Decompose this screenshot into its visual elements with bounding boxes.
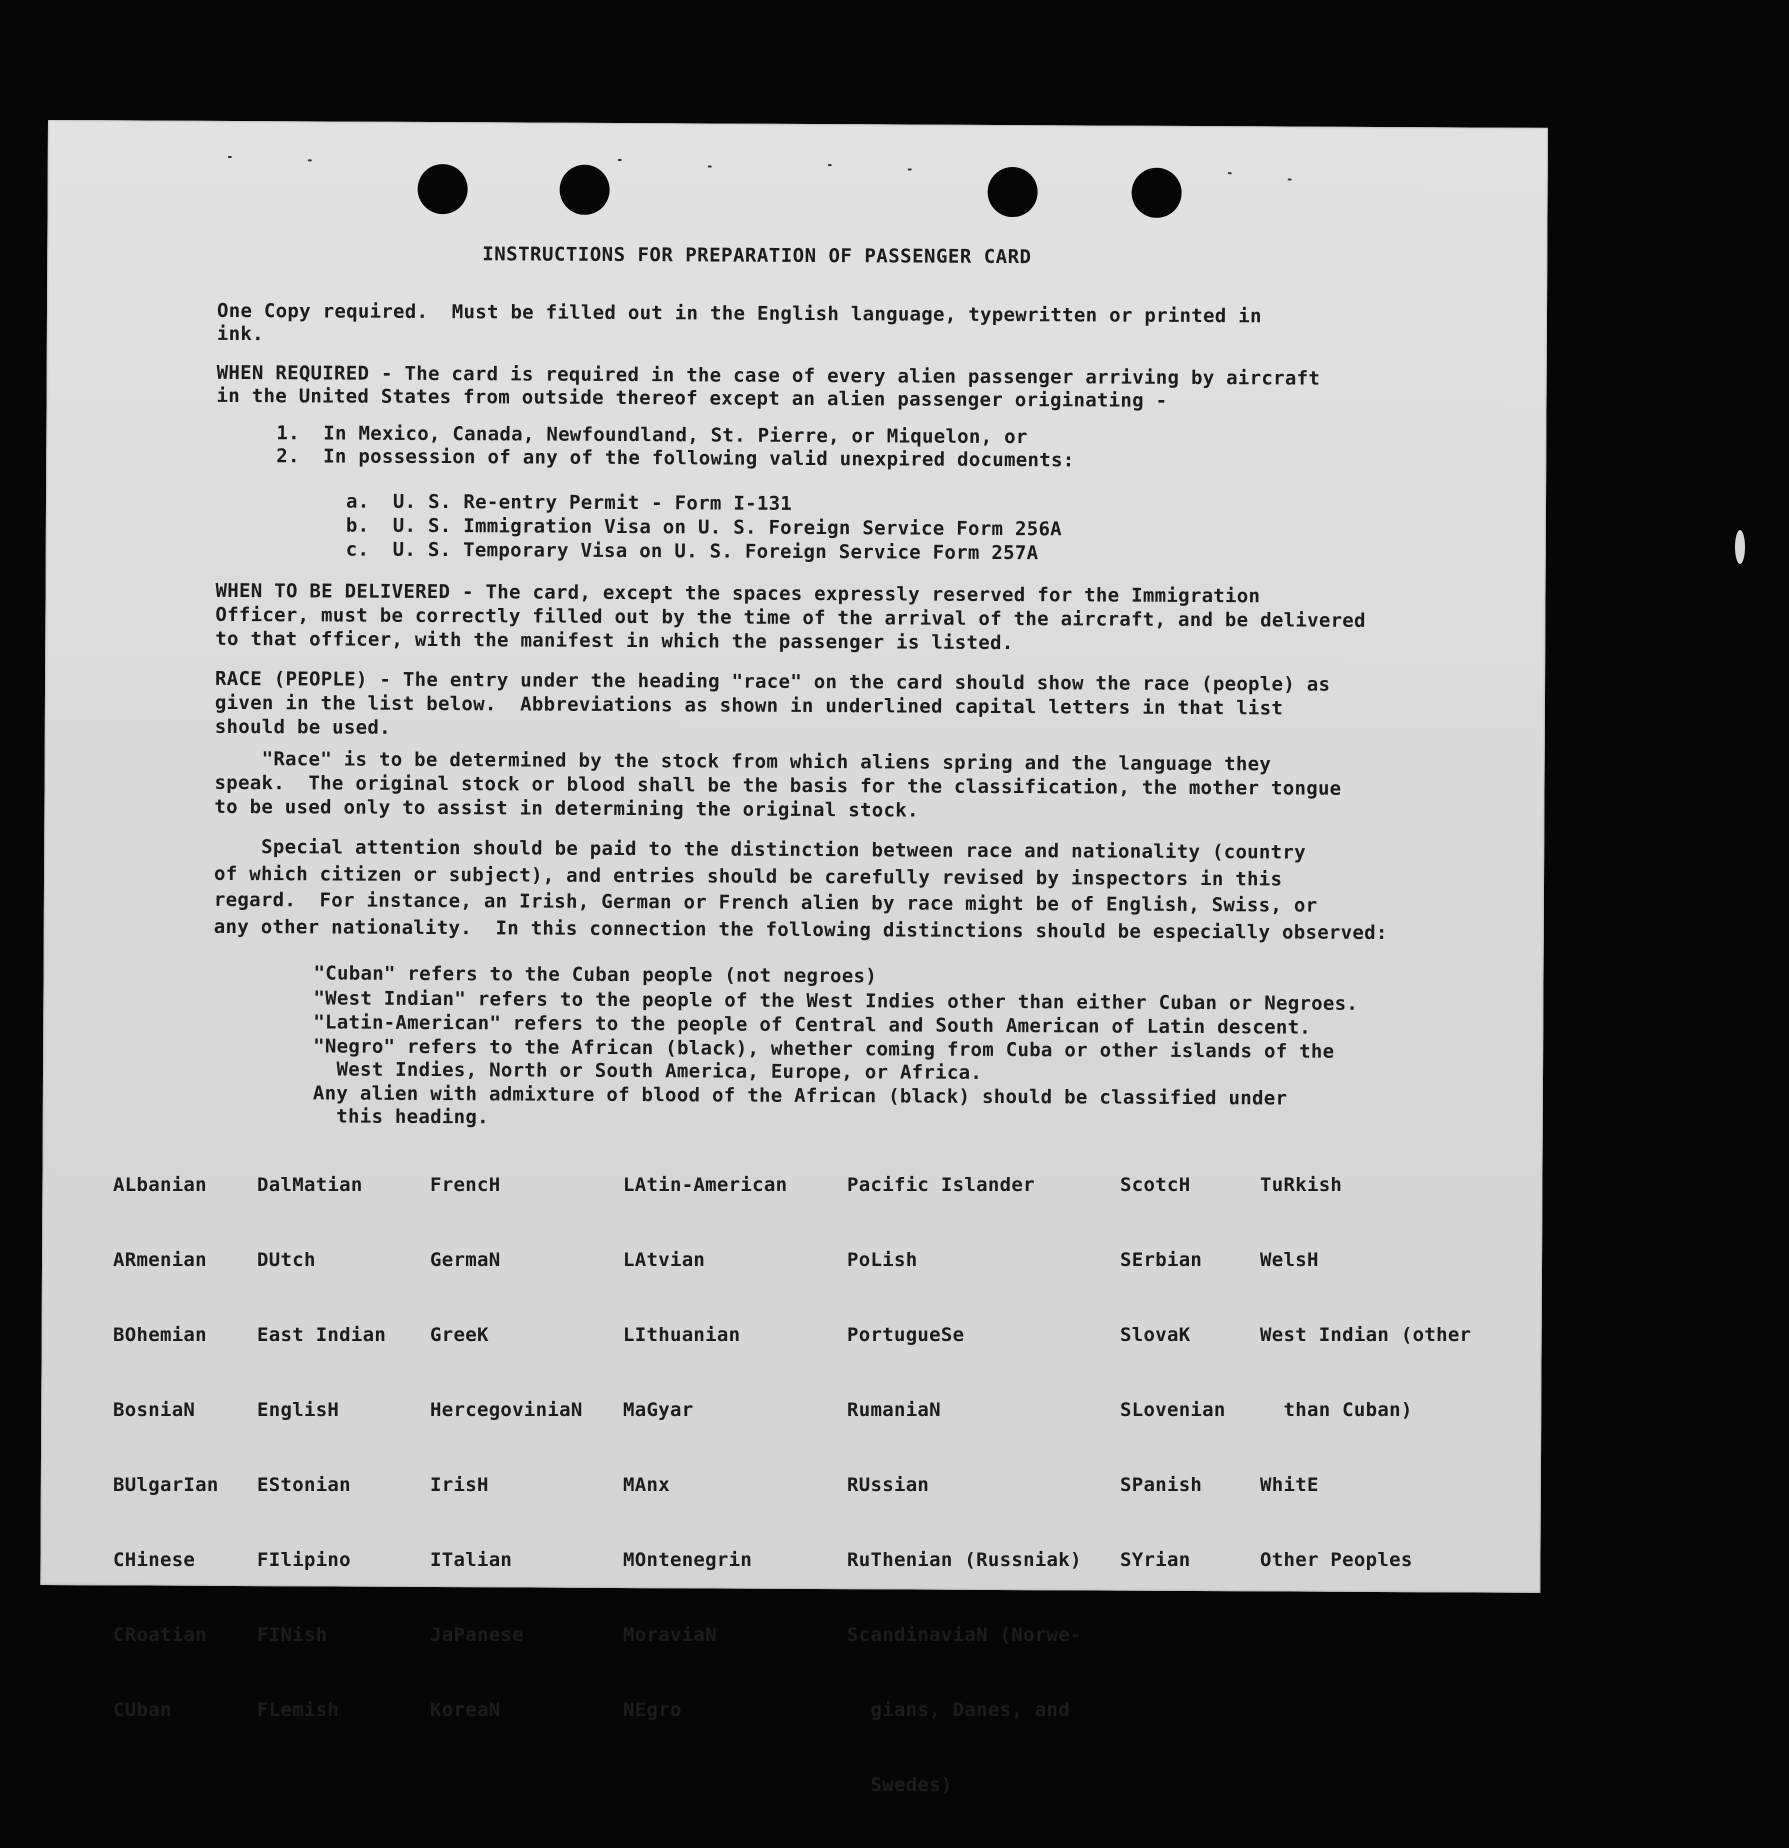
race-column <box>623 1123 787 1773</box>
speck <box>618 159 622 161</box>
intro-line: One Copy required. Must be filled out in the English language, typewritten or printed in <box>216 299 1262 328</box>
race-entry: BUlgarIan <box>113 1474 219 1496</box>
race-column <box>113 1123 219 1773</box>
race-entry: CUban <box>113 1699 172 1721</box>
distinction-line: "West Indian" refers to the people of the West Indies other than either Cuban or Negroes. <box>313 987 1359 1015</box>
speck <box>708 165 712 167</box>
speck <box>1288 178 1292 180</box>
race-entry: JaPanese <box>430 1624 524 1646</box>
when-required-line: WHEN REQUIRED - The card is required in the case of every alien passenger arriving by aircraft <box>216 361 1321 390</box>
race-column <box>257 1123 386 1773</box>
race-entry: EnglisH <box>257 1399 340 1421</box>
race-entry: WelsH <box>1260 1249 1319 1271</box>
when-delivered-line: Officer, must be correctly filled out by the time of the arrival of the aircraft, and be delivered <box>215 603 1366 632</box>
race-entry: GermaN <box>430 1249 501 1271</box>
race-entry: EStonian <box>257 1474 351 1496</box>
race-entry: SYrian <box>1120 1549 1191 1571</box>
when-delivered-line: WHEN TO BE DELIVERED - The card, except the spaces expressly reserved for the Immigration <box>215 579 1261 608</box>
speck <box>908 169 912 171</box>
race-entry: East Indian <box>257 1324 387 1346</box>
race-line: speak. The original stock or blood shall be the basis for the classification, the mother tongue <box>214 771 1342 800</box>
race-entry: SlovaK <box>1120 1324 1191 1346</box>
speck <box>1228 172 1232 174</box>
special-line: any other nationality. In this connection the following distinctions should be especially observed: <box>213 915 1388 945</box>
race-entry: Swedes) <box>847 1774 953 1796</box>
race-entry: CHinese <box>113 1549 196 1571</box>
race-entry: CRoatian <box>113 1624 207 1646</box>
race-entry: MoraviaN <box>623 1624 717 1646</box>
list-item: 1. In Mexico, Canada, Newfoundland, St. Pierre, or Miquelon, or <box>276 422 1028 449</box>
race-entry: FINish <box>257 1624 328 1646</box>
distinction-line: this heading. <box>312 1105 489 1129</box>
race-entry: WhitE <box>1260 1474 1319 1496</box>
race-entry: MAnx <box>623 1474 670 1496</box>
special-line: Special attention should be paid to the distinction between race and nationality (country <box>214 835 1306 864</box>
document-item: c. U. S. Temporary Visa on U. S. Foreign Service Form 257A <box>345 538 1039 565</box>
race-entry: KoreaN <box>430 1699 501 1721</box>
race-entry: RUssian <box>847 1474 930 1496</box>
document-item: b. U. S. Immigration Visa on U. S. Foreign Service Form 256A <box>345 514 1063 541</box>
race-entry: BosniaN <box>113 1399 196 1421</box>
race-column <box>1120 1123 1226 1623</box>
special-line: of which citizen or subject), and entries should be carefully revised by inspectors in this <box>213 862 1283 891</box>
race-entry: ALbanian <box>113 1174 207 1196</box>
race-entry: RuThenian (Russniak) <box>847 1549 1082 1571</box>
intro-line: ink. <box>216 322 264 346</box>
edge-mark <box>1735 530 1745 564</box>
race-entry: West Indian (other <box>1260 1324 1472 1346</box>
race-entry: PortugueSe <box>847 1324 965 1346</box>
distinction-line: "Cuban" refers to the Cuban people (not negroes) <box>313 962 878 988</box>
speck <box>828 164 832 166</box>
race-entry: FLemish <box>257 1699 340 1721</box>
speck <box>308 159 312 161</box>
race-entry: SErbian <box>1120 1249 1203 1271</box>
distinction-line: West Indies, North or South America, Europe, or Africa. <box>312 1058 983 1084</box>
race-entry: LIthuanian <box>623 1324 741 1346</box>
race-entry: MOntenegrin <box>623 1549 753 1571</box>
page-title: INSTRUCTIONS FOR PREPARATION OF PASSENGER CARD <box>482 243 1032 269</box>
punch-hole <box>418 164 468 214</box>
race-entry: DalMatian <box>257 1174 363 1196</box>
race-entry: MaGyar <box>623 1399 694 1421</box>
race-entry: FrencH <box>430 1174 501 1196</box>
race-entry: than Cuban) <box>1260 1399 1413 1421</box>
list-item: 2. In possession of any of the following valid unexpired documents: <box>276 445 1075 472</box>
document-body <box>213 241 1547 1129</box>
punch-hole <box>560 165 610 215</box>
race-entry: HercegoviniaN <box>430 1399 583 1421</box>
when-delivered-line: to that officer, with the manifest in which the passenger is listed. <box>215 627 1014 655</box>
race-entry: IrisH <box>430 1474 489 1496</box>
race-entry: DUtch <box>257 1249 316 1271</box>
race-entry: gians, Danes, and <box>847 1699 1071 1721</box>
distinction-line: "Negro" refers to the African (black), whether coming from Cuba or other islands of the <box>313 1035 1335 1063</box>
punch-hole <box>988 167 1038 217</box>
race-column <box>430 1123 583 1773</box>
race-entry: PoLish <box>847 1249 918 1271</box>
race-entry: ITalian <box>430 1549 513 1571</box>
race-column <box>1260 1123 1471 1623</box>
distinction-line: Any alien with admixture of blood of the African (black) should be classified under <box>312 1082 1288 1110</box>
race-entry: SPanish <box>1120 1474 1203 1496</box>
race-entry: NEgro <box>623 1699 682 1721</box>
race-entry: LAtin-American <box>623 1174 788 1196</box>
document-item: a. U. S. Re-entry Permit - Form I-131 <box>345 490 793 515</box>
race-entry: FIlipino <box>257 1549 351 1571</box>
race-line: should be used. <box>214 715 391 739</box>
speck <box>228 156 232 158</box>
race-entry: Other Peoples <box>1260 1549 1413 1571</box>
race-entry: Pacific Islander <box>847 1174 1035 1196</box>
race-entry: ScandinaviaN (Norwe- <box>847 1624 1082 1646</box>
race-entry: GreeK <box>430 1324 489 1346</box>
race-line: given in the list below. Abbreviations as shown in underlined capital letters in that list <box>214 691 1284 720</box>
race-column <box>847 1123 1082 1848</box>
race-entry: LAtvian <box>623 1249 706 1271</box>
race-entry: SLovenian <box>1120 1399 1226 1421</box>
special-line: regard. For instance, an Irish, German or French alien by race might be of English, Swiss, or <box>213 888 1318 917</box>
punch-hole <box>1132 168 1182 218</box>
race-entry: TuRkish <box>1260 1174 1343 1196</box>
distinction-line: "Latin-American" refers to the people of Central and South American of Latin descent. <box>313 1011 1312 1039</box>
when-required-line: in the United States from outside thereof except an alien passenger originating - <box>216 384 1168 412</box>
race-entry: RumaniaN <box>847 1399 941 1421</box>
race-entry: ScotcH <box>1120 1174 1191 1196</box>
race-line: "Race" is to be determined by the stock from which aliens spring and the language they <box>214 747 1272 776</box>
race-line: to be used only to assist in determining the original stock. <box>214 795 919 822</box>
race-entry: BOhemian <box>113 1324 207 1346</box>
race-entry: ARmenian <box>113 1249 207 1271</box>
race-line: RACE (PEOPLE) - The entry under the heading "race" on the card should show the race (people) as <box>215 667 1331 696</box>
